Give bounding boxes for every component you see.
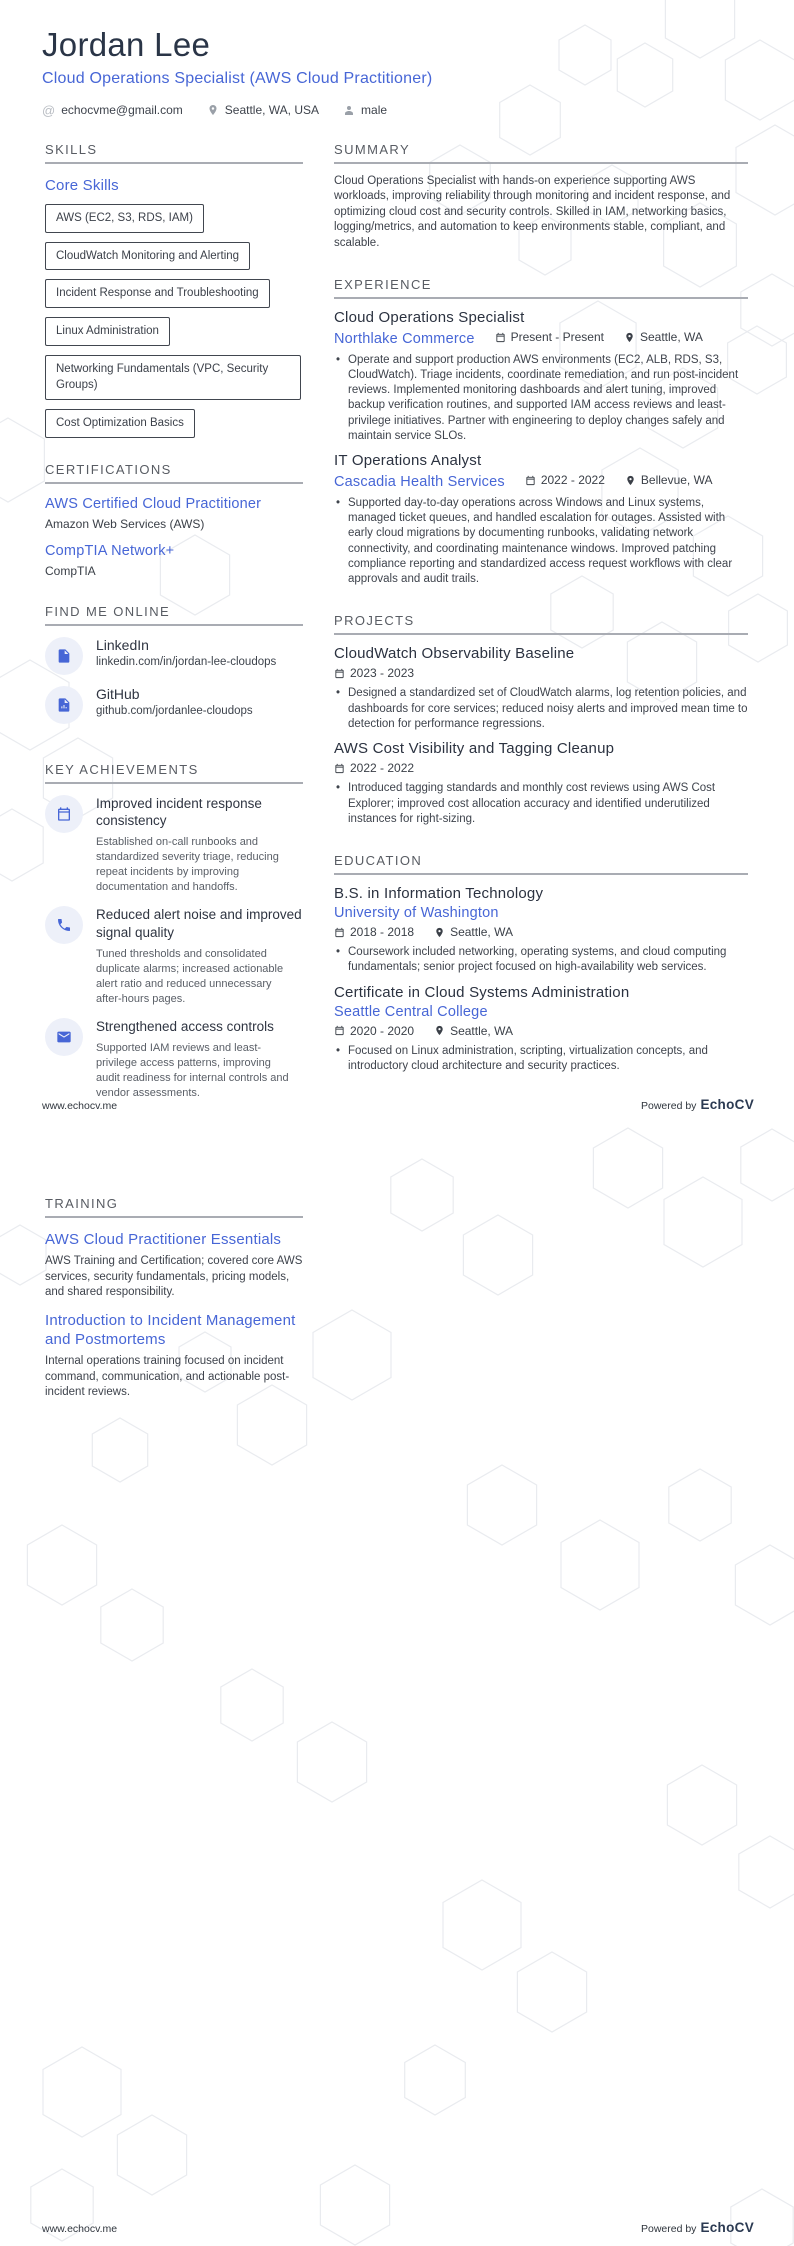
at-icon: @ bbox=[42, 102, 56, 118]
education-description-bullet: • Focused on Linux administration, scripting, virtualization concepts, and introductory cloud architecture and security practices. bbox=[334, 1044, 748, 1075]
achievement-title: Reduced alert noise and improved signal quality bbox=[96, 907, 302, 941]
footer-site-link[interactable]: www.echocv.me bbox=[42, 2223, 118, 2235]
candidate-name: Jordan Lee bbox=[42, 26, 211, 63]
job-description-bullet: • Operate and support production AWS environments (EC2, ALB, RDS, S3, CloudWatch). Triage incidents, coordinate remediation, and run post-incident reviews. Implemented monitoring dashboards and alert tuning, improved backup verification routines, and supported IAM access reviews and least-privilege initiatives. Partner with engineering to deploy changes safely and maintain service SLOs. bbox=[334, 353, 748, 445]
certification-issuer: CompTIA bbox=[45, 563, 96, 578]
summary-text: Cloud Operations Specialist with hands-on experience supporting AWS workloads, improving reliability through monitoring and incident response, and optimizing cloud cost and security controls. Skilled in IAM, networking basics, logging/metrics, and automation to keep environments stable, compliant, and scalable. bbox=[334, 175, 731, 249]
education-heading: EDUCATION bbox=[334, 853, 748, 875]
job-dates-text: Present - Present bbox=[510, 330, 604, 345]
experience-section bbox=[334, 277, 748, 587]
calendar-icon bbox=[334, 927, 345, 938]
find-me-online-heading: FIND ME ONLINE bbox=[45, 604, 303, 626]
skills-heading: SKILLS bbox=[45, 142, 303, 164]
skills-group-label: Core Skills bbox=[45, 177, 119, 194]
key-achievements-heading: KEY ACHIEVEMENTS bbox=[45, 762, 303, 784]
education-location bbox=[434, 1024, 513, 1038]
online-profile-github[interactable] bbox=[45, 686, 303, 724]
projects-heading: PROJECTS bbox=[334, 613, 748, 635]
education-description-bullet: • Coursework included networking, operating systems, and cloud computing fundamentals; senior project focused on high-availability web services. bbox=[334, 945, 748, 976]
key-achievements-section bbox=[45, 762, 303, 1102]
calendar-icon bbox=[334, 763, 345, 774]
pin-icon bbox=[207, 104, 219, 116]
file-icon bbox=[56, 648, 72, 664]
skills-section bbox=[45, 142, 303, 438]
summary-section bbox=[334, 142, 748, 251]
experience-entry bbox=[334, 452, 748, 587]
page1-footer bbox=[42, 1096, 754, 1114]
training-description: AWS Training and Certification; covered core AWS services, security fundamentals, pricing models, and shared responsibility. bbox=[45, 1255, 303, 1299]
contact-location-text: Seattle, WA, USA bbox=[224, 103, 320, 118]
achievement-icon-circle bbox=[45, 1018, 83, 1056]
skill-tag: Linux Administration bbox=[45, 317, 170, 346]
echocv-brand-link[interactable]: EchoCV bbox=[700, 2220, 754, 2235]
achievement-item bbox=[45, 1018, 303, 1101]
summary-heading: SUMMARY bbox=[334, 142, 748, 164]
achievement-item bbox=[45, 795, 303, 896]
skill-tag: AWS (EC2, S3, RDS, IAM) bbox=[45, 204, 204, 233]
company-name: Northlake Commerce bbox=[334, 330, 475, 347]
contact-row bbox=[42, 103, 752, 117]
project-dates-text: 2022 - 2022 bbox=[350, 761, 415, 776]
online-profile-url[interactable]: github.com/jordanlee-cloudops bbox=[96, 704, 253, 717]
job-title: IT Operations Analyst bbox=[334, 452, 482, 470]
school-name: Seattle Central College bbox=[334, 1003, 488, 1020]
contact-email-text: echocvme@gmail.com bbox=[61, 103, 183, 118]
online-profile-linkedin[interactable] bbox=[45, 637, 303, 675]
training-title: AWS Cloud Practitioner Essentials bbox=[45, 1231, 282, 1248]
pin-icon bbox=[625, 475, 636, 486]
job-location bbox=[624, 330, 703, 344]
project-dates-text: 2023 - 2023 bbox=[350, 666, 415, 681]
project-dates bbox=[334, 666, 414, 680]
achievement-item bbox=[45, 906, 303, 1007]
certifications-section bbox=[45, 462, 303, 578]
training-description: Internal operations training focused on incident command, communication, and actionable post-incident reviews. bbox=[45, 1355, 290, 1399]
job-location-text: Bellevue, WA bbox=[640, 473, 713, 488]
achievement-icon-circle bbox=[45, 906, 83, 944]
pin-icon bbox=[434, 927, 445, 938]
degree-title: B.S. in Information Technology bbox=[334, 885, 544, 903]
achievement-description: Tuned thresholds and consolidated duplicate alarms; increased actionable alert ratio and reduced unnecessary after-hours pages. bbox=[96, 947, 284, 1006]
calendar-icon bbox=[334, 1025, 345, 1036]
education-section bbox=[334, 853, 748, 1074]
certification-name: CompTIA Network+ bbox=[45, 542, 175, 559]
job-dates bbox=[525, 473, 605, 487]
education-dates-text: 2020 - 2020 bbox=[350, 1023, 415, 1038]
online-profile-label: GitHub bbox=[96, 685, 140, 702]
degree-title: Certificate in Cloud Systems Administration bbox=[334, 983, 630, 1001]
job-title: Cloud Operations Specialist bbox=[334, 309, 525, 327]
phone-icon bbox=[56, 917, 72, 933]
certifications-heading: CERTIFICATIONS bbox=[45, 462, 303, 484]
footer-site-link[interactable]: www.echocv.me bbox=[42, 1100, 118, 1112]
education-location bbox=[434, 925, 513, 939]
skill-tag: Networking Fundamentals (VPC, Security Groups) bbox=[45, 355, 301, 400]
pin-icon bbox=[434, 1025, 445, 1036]
job-location-text: Seattle, WA bbox=[639, 330, 703, 345]
job-dates-text: 2022 - 2022 bbox=[540, 473, 605, 488]
online-profile-url[interactable]: linkedin.com/in/jordan-lee-cloudops bbox=[96, 655, 277, 668]
skill-tag: Incident Response and Troubleshooting bbox=[45, 279, 270, 308]
project-description-bullet: • Designed a standardized set of CloudWatch alarms, log retention policies, and dashboards for core services; reduced noisy alerts and improved mean time to detection for performance regressions. bbox=[334, 686, 748, 732]
education-dates-text: 2018 - 2018 bbox=[350, 925, 415, 940]
project-dates bbox=[334, 761, 414, 775]
experience-entry bbox=[334, 309, 748, 444]
file-chart-icon bbox=[56, 697, 72, 713]
achievement-icon-circle bbox=[45, 795, 83, 833]
contact-gender bbox=[343, 103, 387, 117]
linkedin-avatar-circle bbox=[45, 637, 83, 675]
projects-section bbox=[334, 613, 748, 827]
job-description-bullet: • Supported day-to-day operations across Windows and Linux systems, managed ticket queues, and handled escalation for outages. Assisted with early cloud migrations by documenting runbooks, validating network connectivity, and coordinating maintenance windows. Improved patching compliance reporting and standardized access request workflows with clear approvals and audit trails. bbox=[334, 496, 748, 588]
education-entry bbox=[334, 885, 748, 976]
training-section bbox=[45, 1196, 303, 1401]
skill-tag: Cost Optimization Basics bbox=[45, 409, 195, 438]
training-heading: TRAINING bbox=[45, 1196, 303, 1218]
calendar-icon bbox=[56, 806, 72, 822]
project-entry bbox=[334, 645, 748, 732]
achievement-title: Improved incident response consistency bbox=[96, 795, 262, 829]
skill-tag: CloudWatch Monitoring and Alerting bbox=[45, 242, 250, 271]
online-profile-label: LinkedIn bbox=[96, 636, 149, 653]
calendar-icon bbox=[525, 475, 536, 486]
candidate-job-title: Cloud Operations Specialist (AWS Cloud Practitioner) bbox=[42, 70, 433, 88]
project-entry bbox=[334, 740, 748, 827]
education-dates bbox=[334, 925, 414, 939]
certification-name: AWS Certified Cloud Practitioner bbox=[45, 495, 262, 512]
school-name: University of Washington bbox=[334, 905, 499, 922]
achievement-description: Supported IAM reviews and least-privilege access patterns, improving audit readiness for internal controls and vendor assessments. bbox=[96, 1041, 289, 1100]
contact-gender-text: male bbox=[361, 103, 388, 118]
find-me-online-section bbox=[45, 604, 303, 724]
project-title: CloudWatch Observability Baseline bbox=[334, 645, 575, 663]
education-location-text: Seattle, WA bbox=[450, 925, 513, 940]
education-entry bbox=[334, 984, 748, 1075]
person-icon bbox=[343, 104, 355, 116]
project-title: AWS Cost Visibility and Tagging Cleanup bbox=[334, 740, 615, 758]
education-location-text: Seattle, WA bbox=[450, 1023, 513, 1038]
calendar-icon bbox=[334, 668, 345, 679]
resume-header bbox=[42, 27, 752, 117]
right-column bbox=[334, 142, 748, 1102]
project-description-bullet: • Introduced tagging standards and monthly cost reviews using AWS Cost Explorer; improved cost allocation accuracy and identified underutilized instances for right-sizing. bbox=[334, 781, 748, 827]
pin-icon bbox=[624, 332, 635, 343]
contact-email bbox=[42, 103, 183, 117]
envelope-icon bbox=[56, 1029, 72, 1045]
training-title: Introduction to Incident Management and Postmortems bbox=[45, 1311, 296, 1348]
education-dates bbox=[334, 1024, 414, 1038]
echocv-brand-link[interactable]: EchoCV bbox=[700, 1097, 754, 1112]
achievement-title: Strengthened access controls bbox=[96, 1019, 274, 1035]
powered-by-label: Powered by bbox=[640, 1100, 697, 1112]
left-column bbox=[45, 142, 303, 1102]
certification-issuer: Amazon Web Services (AWS) bbox=[45, 516, 205, 531]
experience-heading: EXPERIENCE bbox=[334, 277, 748, 299]
achievement-description: Established on-call runbooks and standardized severity triage, reducing repeat incidents by improving documentation and handoffs. bbox=[96, 835, 279, 894]
powered-by-label: Powered by bbox=[640, 2223, 697, 2235]
contact-location bbox=[207, 103, 319, 117]
job-dates bbox=[495, 330, 604, 344]
github-avatar-circle bbox=[45, 686, 83, 724]
page2-footer bbox=[42, 2219, 754, 2237]
job-location bbox=[625, 473, 713, 487]
company-name: Cascadia Health Services bbox=[334, 473, 505, 490]
calendar-icon bbox=[495, 332, 506, 343]
